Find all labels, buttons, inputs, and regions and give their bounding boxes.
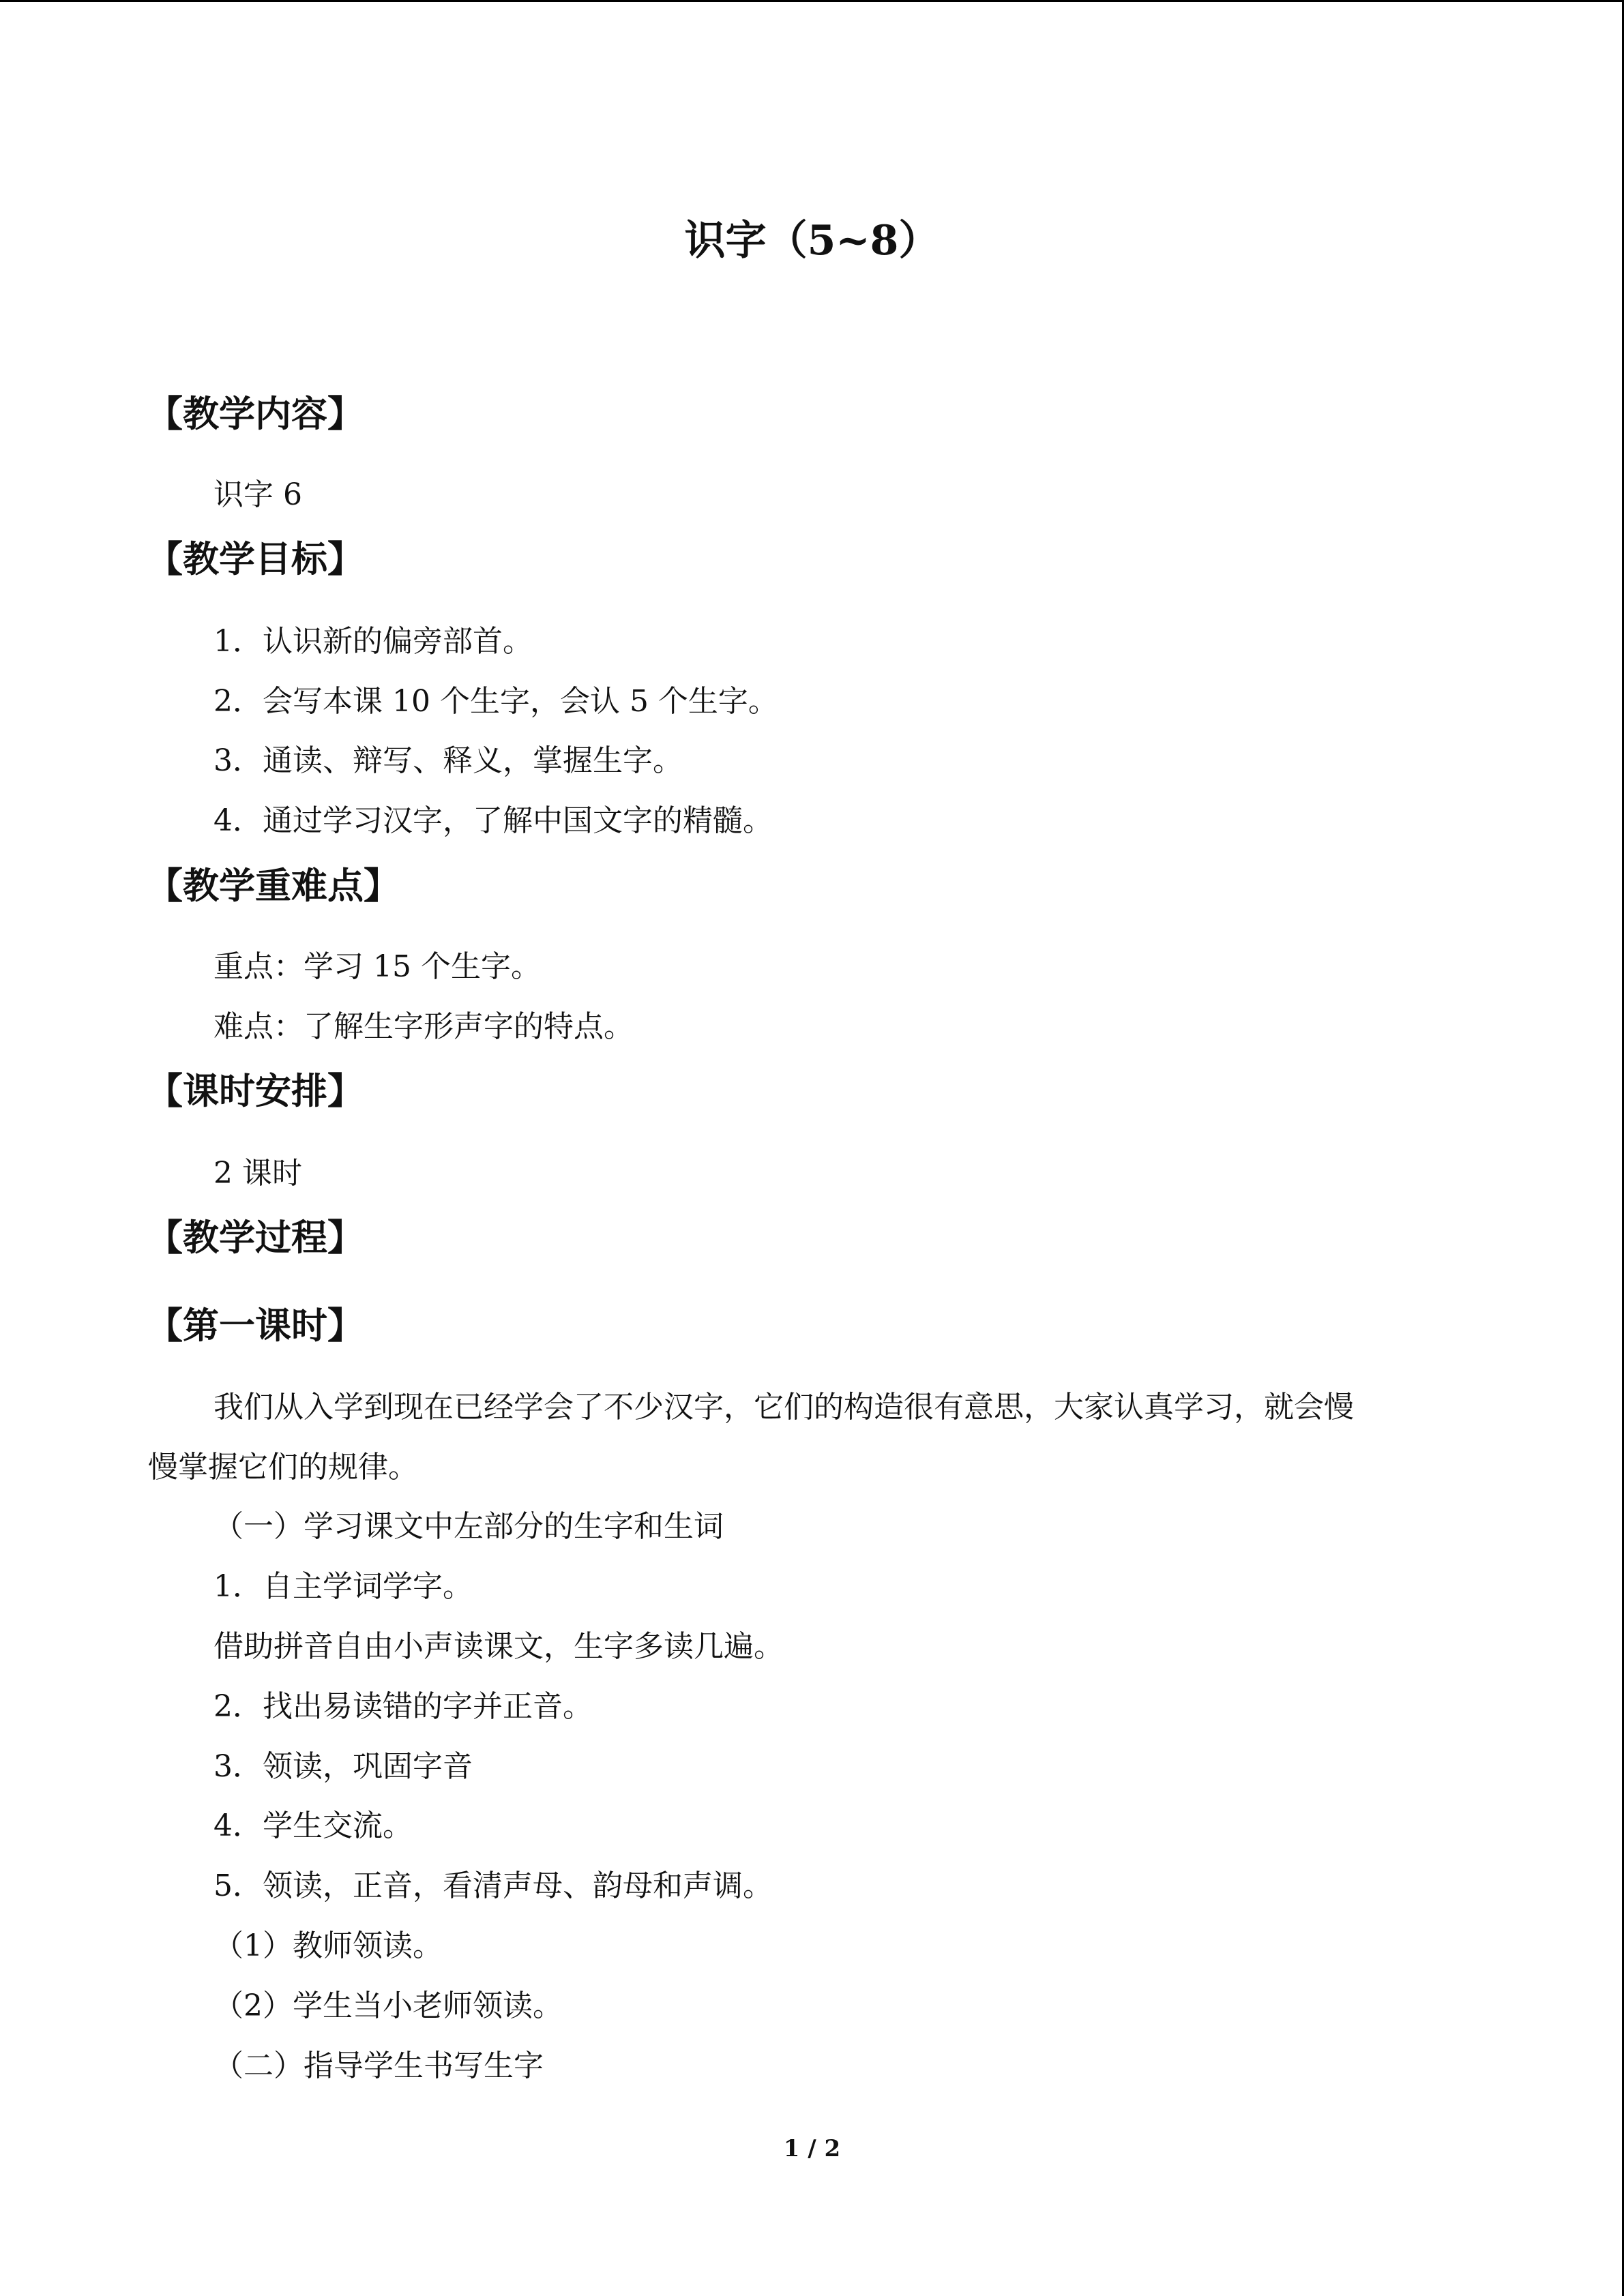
section-heading-content: 【教学内容】: [147, 393, 364, 435]
lesson-step: 5．领读，正音，看清声母、韵母和声调。: [213, 1868, 773, 1903]
lesson-step: （二）指导学生书写生字: [213, 2048, 544, 2083]
key-point-item: 难点：了解生字形声字的特点。: [213, 1009, 634, 1044]
lesson-step: 4．学生交流。: [213, 1808, 413, 1843]
lesson-step: （2）学生当小老师领读。: [213, 1988, 563, 2023]
schedule-line: 2 课时: [213, 1156, 302, 1191]
lesson-step: 借助拼音自由小声读课文，生字多读几遍。: [213, 1629, 784, 1664]
page-border-top: [0, 0, 1624, 2]
page-title: 识字（5~8）: [684, 217, 940, 265]
key-point-item: 重点：学习 15 个生字。: [213, 949, 541, 984]
objective-item: 1．认识新的偏旁部首。: [213, 624, 533, 659]
lesson-step: （一）学习课文中左部分的生字和生词: [213, 1509, 724, 1544]
section-heading-objectives: 【教学目标】: [147, 538, 364, 580]
section-heading-key-points: 【教学重难点】: [147, 865, 400, 907]
section-heading-process: 【教学过程】: [147, 1217, 364, 1259]
content-line: 识字 6: [213, 477, 302, 512]
objective-item: 4．通过学习汉字，了解中国文字的精髓。: [213, 803, 773, 838]
lesson-step: 2．找出易读错的字并正音。: [213, 1689, 593, 1724]
objective-item: 3．通读、辩写、释义，掌握生字。: [213, 743, 683, 778]
intro-paragraph-line-1: 我们从入学到现在已经学会了不少汉字，它们的构造很有意思，大家认真学习，就会慢: [213, 1390, 1354, 1425]
objective-item: 2．会写本课 10 个生字，会认 5 个生字。: [213, 684, 778, 719]
section-heading-schedule: 【课时安排】: [147, 1070, 364, 1112]
section-heading-first-lesson: 【第一课时】: [147, 1304, 364, 1347]
lesson-step: 1．自主学词学字。: [213, 1569, 473, 1604]
page-indicator: 1 / 2: [783, 2135, 841, 2162]
intro-paragraph-line-2: 慢掌握它们的规律。: [148, 1450, 418, 1485]
lesson-step: 3．领读，巩固字音: [213, 1749, 473, 1784]
lesson-step: （1）教师领读。: [213, 1928, 443, 1963]
